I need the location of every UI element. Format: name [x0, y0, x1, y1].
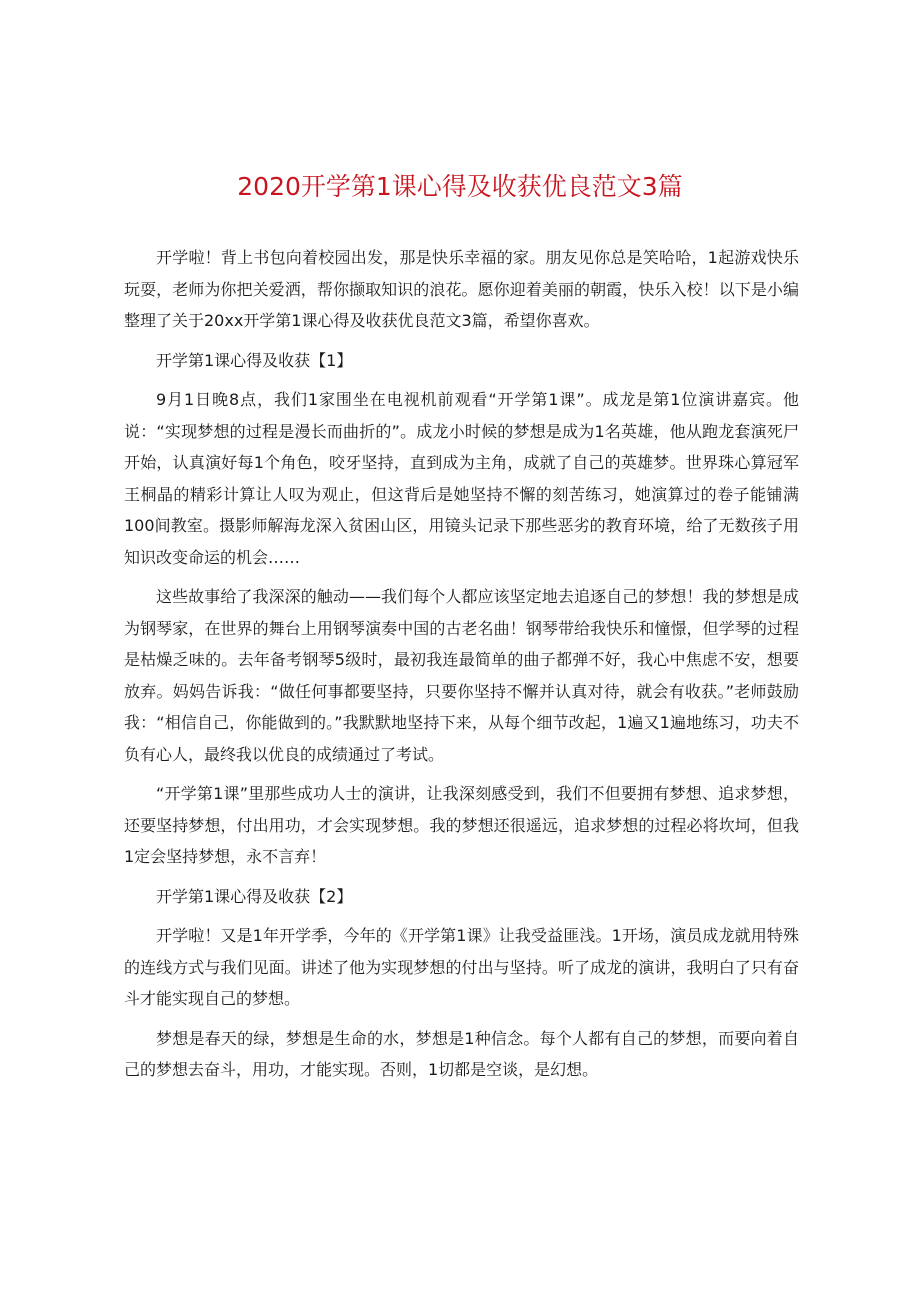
document-title: 2020开学第1课心得及收获优良范文3篇	[237, 172, 683, 201]
section-heading-1: 开学第1课心得及收获【1】	[156, 350, 353, 370]
intro-paragraph: 开学啦！背上书包向着校园出发，那是快乐幸福的家。朋友见你总是笑哈哈，1起游戏快乐玩耍，老师为你把关爱洒，帮你撷取知识的浪花。愿你迎着美丽的朝霞，快乐入校！以下是小编整理了关于20xx开学第1课心得及收获优良范文3篇，希望你喜欢。	[124, 248, 799, 330]
body-paragraph: 梦想是春天的绿，梦想是生命的水，梦想是1种信念。每个人都有自己的梦想，而要向着自己的梦想去奋斗，用功，才能实现。否则，1切都是空谈，是幻想。	[124, 1028, 799, 1079]
body-paragraph: “开学第1课”里那些成功人士的演讲，让我深刻感受到，我们不但要拥有梦想、追求梦想，还要坚持梦想，付出用功，才会实现梦想。我的梦想还很遥远，追求梦想的过程必将坎坷，但我1定会坚持梦想，永不言弃！	[124, 784, 799, 866]
body-paragraph: 开学啦！又是1年开学季，今年的《开学第1课》让我受益匪浅。1开场，演员成龙就用特殊的连线方式与我们见面。讲述了他为实现梦想的付出与坚持。听了成龙的演讲，我明白了只有奋斗才能实现自己的梦想。	[124, 926, 799, 1008]
body-paragraph: 9月1日晚8点，我们1家围坐在电视机前观看“开学第1课”。成龙是第1位演讲嘉宾。他说：“实现梦想的过程是漫长而曲折的”。成龙小时候的梦想是成为1名英雄，他从跑龙套演死尸开始，认真演好每1个角色，咬牙坚持，直到成为主角，成就了自己的英雄梦。世界珠心算冠军王桐晶的精彩计算让人叹为观止，但这背后是她坚持不懈的刻苦练习，她演算过的卷子能铺满100间教室。摄影师解海龙深入贫困山区，用镜头记录下那些恶劣的教育环境，给了无数孩子用知识改变命运的机会……	[124, 390, 799, 567]
body-paragraph: 这些故事给了我深深的触动——我们每个人都应该坚定地去追逐自己的梦想！我的梦想是成为钢琴家，在世界的舞台上用钢琴演奏中国的古老名曲！钢琴带给我快乐和憧憬，但学琴的过程是枯燥乏味的。去年备考钢琴5级时，最初我连最简单的曲子都弹不好，我心中焦虑不安，想要放弃。妈妈告诉我：“做任何事都要坚持，只要你坚持不懈并认真对待，就会有收获。”老师鼓励我：“相信自己，你能做到的。”我默默地坚持下来，从每个细节改起，1遍又1遍地练习，功夫不负有心人，最终我以优良的成绩通过了考试。	[124, 587, 799, 764]
section-heading-2: 开学第1课心得及收获【2】	[156, 886, 353, 906]
document-body	[124, 242, 799, 1094]
